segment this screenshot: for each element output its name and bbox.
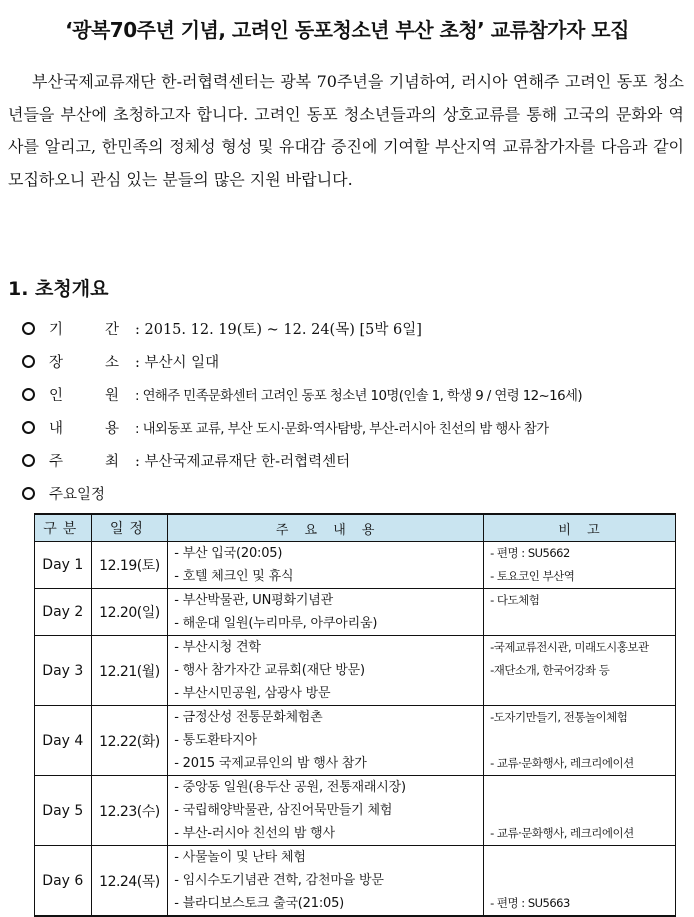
activity-line: - 통도환타지아 <box>174 733 257 748</box>
overview-label: 인 원 <box>49 388 120 404</box>
table-header-row <box>35 514 676 542</box>
overview-item-participants <box>22 378 687 411</box>
overview-item-schedule <box>22 477 687 510</box>
date-cell: 12.24(목) <box>91 846 168 917</box>
day-cell: Day 1 <box>35 542 92 589</box>
date-cell: 12.19(토) <box>91 542 168 589</box>
day-cell: Day 4 <box>35 706 92 776</box>
activity-cell <box>168 589 484 636</box>
note-line: - 다도체험 <box>490 593 540 607</box>
activity-line: - 부산시민공원, 삼광사 방문 <box>174 686 331 701</box>
intro-paragraph <box>8 66 684 196</box>
activity-cell <box>168 636 484 706</box>
note-cell <box>484 776 676 846</box>
note-cell <box>484 589 676 636</box>
overview-value: : 연해주 민족문화센터 고려인 동포 청소년 10명(인솔 1, 학생 9 / 연령 12~16세) <box>135 389 582 404</box>
table-row <box>35 846 676 917</box>
intro-text: 부산국제교류재단 한-러협력센터는 광복 70주년을 기념하여, 러시아 연해주 고려인 동포 청소년들을 부산에 초청하고자 합니다. 고려인 동포 청소년들과의 상호교류를 통해 고국의 문화와 역사를 알리고, 한민족의 정체성 형성 및 유대감 증진에 기여할 부산지역 교류참가자를 다음과 같이 모집하오니 관심 있는 분들의 많은 지원 바랍니다. <box>8 72 684 189</box>
table-row <box>35 776 676 846</box>
overview-list <box>22 312 687 510</box>
activity-line: - 블라디보스토크 출국(21:05) <box>174 896 345 911</box>
note-line: -재단소개, 한국어강좌 등 <box>490 663 610 677</box>
section-heading-overview: 1. 초청개요 <box>8 278 109 300</box>
note-line: -국제교류전시관, 미래도시홍보관 <box>490 640 649 654</box>
overview-item-period <box>22 312 687 345</box>
activity-cell <box>168 846 484 917</box>
activity-line: - 부산 입국(20:05) <box>174 546 283 561</box>
circle-bullet-icon <box>22 322 35 335</box>
note-line: - 편명 : SU5663 <box>490 896 570 910</box>
overview-value: : 부산국제교류재단 한-러협력센터 <box>135 454 351 470</box>
header-note: 비 고 <box>484 514 676 542</box>
activity-line: - 2015 국제교류인의 밤 행사 참가 <box>174 756 367 771</box>
note-line: - 토요코인 부산역 <box>490 569 575 583</box>
day-cell: Day 6 <box>35 846 92 917</box>
circle-bullet-icon <box>22 454 35 467</box>
day-cell: Day 3 <box>35 636 92 706</box>
date-cell: 12.21(월) <box>91 636 168 706</box>
note-cell <box>484 846 676 917</box>
overview-item-content <box>22 411 687 444</box>
header-category: 구분 <box>35 514 92 542</box>
note-cell <box>484 706 676 776</box>
overview-item-host <box>22 444 687 477</box>
overview-value: : 내외동포 교류, 부산 도시·문화·역사탐방, 부산-러시아 친선의 밤 행사 참가 <box>135 422 549 437</box>
table-row <box>35 706 676 776</box>
activity-line: - 부산박물관, UN평화기념관 <box>174 593 333 608</box>
note-line <box>490 729 675 752</box>
activity-cell <box>168 542 484 589</box>
circle-bullet-icon <box>22 421 35 434</box>
circle-bullet-icon <box>22 355 35 368</box>
date-cell: 12.22(화) <box>91 706 168 776</box>
document-title: ‘광복70주년 기념, 고려인 동포청소년 부산 초청’ 교류참가자 모집 <box>65 18 629 42</box>
overview-value: : 부산시 일대 <box>135 355 220 371</box>
overview-label: 내 용 <box>49 421 120 437</box>
activity-line: - 임시수도기념관 견학, 감천마을 방문 <box>174 873 384 888</box>
note-line: - 편명 : SU5662 <box>490 546 570 560</box>
activity-line: - 사물놀이 및 난타 체험 <box>174 850 306 865</box>
overview-label: 주 최 <box>49 454 120 470</box>
activity-line: - 행사 참가자간 교류회(재단 방문) <box>174 663 365 678</box>
circle-bullet-icon <box>22 388 35 401</box>
activity-cell <box>168 706 484 776</box>
activity-line: - 중앙동 일원(용두산 공원, 전통재래시장) <box>174 780 406 795</box>
overview-value: : 2015. 12. 19(토) ~ 12. 24(목) [5박 6일] <box>135 322 422 338</box>
header-date: 일정 <box>91 514 168 542</box>
overview-label: 장 소 <box>49 355 120 371</box>
day-cell: Day 2 <box>35 589 92 636</box>
header-content: 주 요 내 용 <box>168 514 484 542</box>
schedule-table <box>34 513 676 917</box>
overview-item-place <box>22 345 687 378</box>
activity-line: - 부산시청 견학 <box>174 640 261 655</box>
schedule-label: 주요일정 <box>49 487 106 503</box>
date-cell: 12.20(일) <box>91 589 168 636</box>
day-cell: Day 5 <box>35 776 92 846</box>
activity-line: - 부산-러시아 친선의 밤 행사 <box>174 826 335 841</box>
activity-line: - 해운대 일원(누리마루, 아쿠아리움) <box>174 616 378 631</box>
activity-cell <box>168 776 484 846</box>
note-line: - 교류·문화행사, 레크리에이션 <box>490 756 634 770</box>
note-line: -도자기만들기, 전통놀이체험 <box>490 710 628 724</box>
activity-line: - 금정산성 전통문화체험촌 <box>174 710 323 725</box>
note-line: - 교류·문화행사, 레크리에이션 <box>490 826 634 840</box>
date-cell: 12.23(수) <box>91 776 168 846</box>
circle-bullet-icon <box>22 487 35 500</box>
table-row <box>35 589 676 636</box>
note-cell <box>484 542 676 589</box>
table-row <box>35 636 676 706</box>
overview-label: 기 간 <box>49 322 120 338</box>
activity-line: - 국립해양박물관, 삼진어묵만들기 체험 <box>174 803 393 818</box>
activity-line: - 호텔 체크인 및 휴식 <box>174 569 294 584</box>
table-row <box>35 542 676 589</box>
note-cell <box>484 636 676 706</box>
